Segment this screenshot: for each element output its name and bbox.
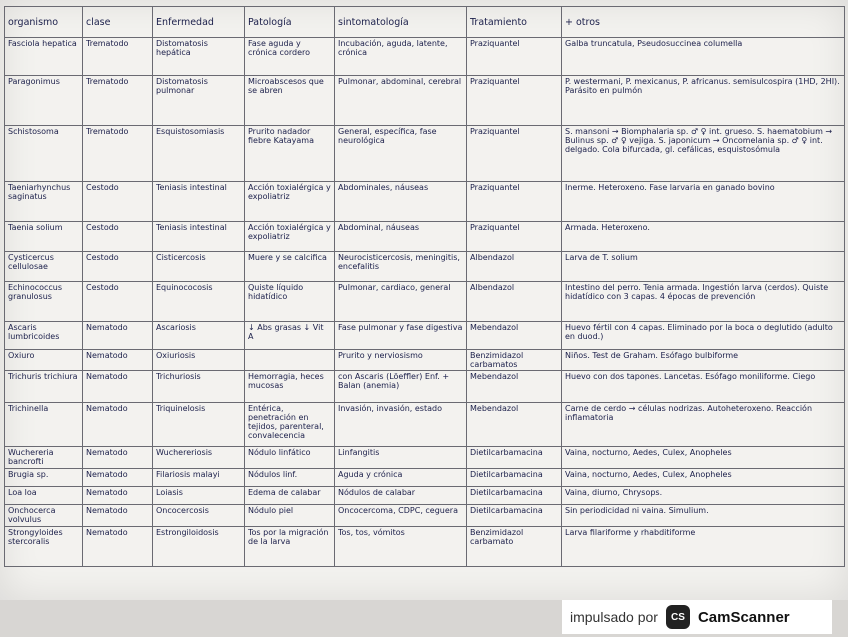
table-cell: Edema de calabar bbox=[245, 487, 335, 505]
table-cell: Cestodo bbox=[83, 282, 153, 322]
table-row bbox=[5, 252, 845, 282]
table-cell: Cestodo bbox=[83, 222, 153, 252]
table-cell: Cestodo bbox=[83, 252, 153, 282]
table-cell: Tos, tos, vómitos bbox=[335, 527, 467, 567]
table-cell: Oncocercosis bbox=[153, 505, 245, 527]
table-cell: Trichuriosis bbox=[153, 371, 245, 403]
table-row bbox=[5, 505, 845, 527]
table-cell: Armada. Heteroxeno. bbox=[562, 222, 845, 252]
camscanner-logo-icon: CS bbox=[666, 605, 690, 629]
table-cell: Benzimidazol carbamato bbox=[467, 527, 562, 567]
table-cell: Nematodo bbox=[83, 469, 153, 487]
table-cell: Nematodo bbox=[83, 527, 153, 567]
table-cell: Entérica, penetración en tejidos, parenteral, convalecencia bbox=[245, 403, 335, 447]
table-cell: Wuchereriosis bbox=[153, 447, 245, 469]
table-cell: Cestodo bbox=[83, 182, 153, 222]
table-cell: Prurito y nerviosismo bbox=[335, 350, 467, 371]
table-cell: Nematodo bbox=[83, 487, 153, 505]
table-cell: Nódulos linf. bbox=[245, 469, 335, 487]
table-row bbox=[5, 38, 845, 76]
table-cell: Intestino del perro. Tenia armada. Ingestión larva (cerdos). Quiste hidatídico con 3 capas. 4 épocas de prevención bbox=[562, 282, 845, 322]
table-cell: Vaina, diurno, Chrysops. bbox=[562, 487, 845, 505]
table-cell: Fase aguda y crónica cordero bbox=[245, 38, 335, 76]
table-cell: Ascariosis bbox=[153, 322, 245, 350]
table-cell: Distomatosis pulmonar bbox=[153, 76, 245, 126]
table-cell: Fasciola hepatica bbox=[5, 38, 83, 76]
table-cell: Teniasis intestinal bbox=[153, 222, 245, 252]
table-cell: Trichuris trichiura bbox=[5, 371, 83, 403]
table-cell: S. mansoni → Biomphalaria sp. ♂ ♀ int. grueso. S. haematobium → Bulinus sp. ♂ ♀ vejiga. S. japonicum → Oncomelania sp. ♂ ♀ int. delgado. Cola bifurcada, gl. cefálicas, esquistosómula bbox=[562, 126, 845, 182]
camscanner-brand: CamScanner bbox=[697, 608, 790, 626]
table-cell: Muere y se calcifica bbox=[245, 252, 335, 282]
table-cell: Taeniarhynchus saginatus bbox=[5, 182, 83, 222]
header-cell: organismo bbox=[5, 7, 83, 38]
table-cell: Abdominal, náuseas bbox=[335, 222, 467, 252]
table-cell: Benzimidazol carbamatos bbox=[467, 350, 562, 371]
table-cell: Paragonimus bbox=[5, 76, 83, 126]
table-cell: Praziquantel bbox=[467, 38, 562, 76]
table-cell: Oxiuriosis bbox=[153, 350, 245, 371]
table-cell: Nematodo bbox=[83, 371, 153, 403]
table-cell: Tos por la migración de la larva bbox=[245, 527, 335, 567]
table-cell: Neurocisticercosis, meningitis, encefalitis bbox=[335, 252, 467, 282]
header-cell: Tratamiento bbox=[467, 7, 562, 38]
table-cell: Trematodo bbox=[83, 76, 153, 126]
table-cell: Cysticercus cellulosae bbox=[5, 252, 83, 282]
table-cell: Abdominales, náuseas bbox=[335, 182, 467, 222]
table-cell: Larva de T. solium bbox=[562, 252, 845, 282]
table-cell: Nematodo bbox=[83, 505, 153, 527]
table-cell: Nematodo bbox=[83, 322, 153, 350]
table-cell: Carne de cerdo → células nodrizas. Autoheteroxeno. Reacción inflamatoria bbox=[562, 403, 845, 447]
table-cell: Dietilcarbamacina bbox=[467, 505, 562, 527]
header-cell: clase bbox=[83, 7, 153, 38]
table-row bbox=[5, 371, 845, 403]
header-cell: Patología bbox=[245, 7, 335, 38]
table-cell: Sin periodicidad ni vaina. Simulium. bbox=[562, 505, 845, 527]
table-cell: Huevo fértil con 4 capas. Eliminado por la boca o deglutido (adulto en duod.) bbox=[562, 322, 845, 350]
table-cell: Mebendazol bbox=[467, 403, 562, 447]
table-row bbox=[5, 182, 845, 222]
table-cell: Trematodo bbox=[83, 38, 153, 76]
table-cell: Schistosoma bbox=[5, 126, 83, 182]
table-row bbox=[5, 447, 845, 469]
table-cell: Triquinelosis bbox=[153, 403, 245, 447]
table-cell: Acción toxialérgica y expoliatriz bbox=[245, 222, 335, 252]
table-cell: Albendazol bbox=[467, 282, 562, 322]
table-cell: Praziquantel bbox=[467, 182, 562, 222]
table-cell: Aguda y crónica bbox=[335, 469, 467, 487]
table-cell: Wuchereria bancrofti bbox=[5, 447, 83, 469]
table-cell: Trichinella bbox=[5, 403, 83, 447]
table-cell: Linfangitis bbox=[335, 447, 467, 469]
table-cell: Niños. Test de Graham. Esófago bulbiforme bbox=[562, 350, 845, 371]
table-cell: Inerme. Heteroxeno. Fase larvaria en ganado bovino bbox=[562, 182, 845, 222]
table-cell: Praziquantel bbox=[467, 222, 562, 252]
parasites-table bbox=[4, 6, 845, 567]
table-cell: Equinococosis bbox=[153, 282, 245, 322]
table-cell: Cisticercosis bbox=[153, 252, 245, 282]
table-cell: Mebendazol bbox=[467, 371, 562, 403]
table-cell: Nematodo bbox=[83, 350, 153, 371]
table-cell: Quiste líquido hidatídico bbox=[245, 282, 335, 322]
table-row bbox=[5, 222, 845, 252]
table-row bbox=[5, 322, 845, 350]
table-cell: Prurito nadador fiebre Katayama bbox=[245, 126, 335, 182]
table-cell: ↓ Abs grasas ↓ Vit A bbox=[245, 322, 335, 350]
table-cell: Ascaris lumbricoides bbox=[5, 322, 83, 350]
table-row bbox=[5, 126, 845, 182]
table-cell: Pulmonar, abdominal, cerebral bbox=[335, 76, 467, 126]
table-cell: Echinococcus granulosus bbox=[5, 282, 83, 322]
table-cell: Nódulo piel bbox=[245, 505, 335, 527]
table-row bbox=[5, 76, 845, 126]
table-cell: Larva filariforme y rhabditiforme bbox=[562, 527, 845, 567]
table-cell: Pulmonar, cardiaco, general bbox=[335, 282, 467, 322]
table-cell bbox=[245, 350, 335, 371]
header-cell: Enfermedad bbox=[153, 7, 245, 38]
table-cell: P. westermani, P. mexicanus, P. africanus. semisulcospira (1HD, 2HI). Parásito en pulmón bbox=[562, 76, 845, 126]
table-cell: Acción toxialérgica y expoliatriz bbox=[245, 182, 335, 222]
table-cell: Oxiuro bbox=[5, 350, 83, 371]
table-cell: Huevo con dos tapones. Lancetas. Esófago moniliforme. Ciego bbox=[562, 371, 845, 403]
table-cell: Microabscesos que se abren bbox=[245, 76, 335, 126]
table-cell: Nematodo bbox=[83, 447, 153, 469]
table-cell: General, específica, fase neurológica bbox=[335, 126, 467, 182]
table-row bbox=[5, 487, 845, 505]
footer-text: impulsado por bbox=[570, 609, 658, 625]
table-row bbox=[5, 469, 845, 487]
header-cell: + otros bbox=[562, 7, 845, 38]
table-cell: Invasión, invasión, estado bbox=[335, 403, 467, 447]
table-cell: Hemorragia, heces mucosas bbox=[245, 371, 335, 403]
table-cell: Praziquantel bbox=[467, 76, 562, 126]
camscanner-watermark bbox=[562, 600, 832, 634]
table-row bbox=[5, 527, 845, 567]
table-cell: Brugia sp. bbox=[5, 469, 83, 487]
table-cell: Trematodo bbox=[83, 126, 153, 182]
table-row bbox=[5, 403, 845, 447]
header-cell: sintomatología bbox=[335, 7, 467, 38]
table-cell: Teniasis intestinal bbox=[153, 182, 245, 222]
table-cell: Estrongiloidosis bbox=[153, 527, 245, 567]
table-cell: Dietilcarbamacina bbox=[467, 447, 562, 469]
table-cell: Praziquantel bbox=[467, 126, 562, 182]
table-row bbox=[5, 350, 845, 371]
table-cell: Dietilcarbamacina bbox=[467, 487, 562, 505]
table-cell: Esquistosomiasis bbox=[153, 126, 245, 182]
table-cell: Dietilcarbamacina bbox=[467, 469, 562, 487]
table-cell: con Ascaris (Löeffler) Enf. + Balan (anemia) bbox=[335, 371, 467, 403]
header-row bbox=[5, 7, 845, 38]
table-cell: Taenia solium bbox=[5, 222, 83, 252]
table-cell: Strongyloides stercoralis bbox=[5, 527, 83, 567]
table-cell: Loiasis bbox=[153, 487, 245, 505]
table-cell: Galba truncatula, Pseudosuccinea columella bbox=[562, 38, 845, 76]
table-cell: Loa loa bbox=[5, 487, 83, 505]
table-cell: Onchocerca volvulus bbox=[5, 505, 83, 527]
table-cell: Mebendazol bbox=[467, 322, 562, 350]
table-cell: Incubación, aguda, latente, crónica bbox=[335, 38, 467, 76]
table-row bbox=[5, 282, 845, 322]
table-cell: Albendazol bbox=[467, 252, 562, 282]
table-cell: Vaina, nocturno, Aedes, Culex, Anopheles bbox=[562, 447, 845, 469]
table-cell: Vaina, nocturno, Aedes, Culex, Anopheles bbox=[562, 469, 845, 487]
table-cell: Fase pulmonar y fase digestiva bbox=[335, 322, 467, 350]
table-cell: Oncocercoma, CDPC, ceguera bbox=[335, 505, 467, 527]
table-cell: Filariosis malayi bbox=[153, 469, 245, 487]
table-cell: Distomatosis hepática bbox=[153, 38, 245, 76]
table-cell: Nódulos de calabar bbox=[335, 487, 467, 505]
table-cell: Nematodo bbox=[83, 403, 153, 447]
table-cell: Nódulo linfático bbox=[245, 447, 335, 469]
